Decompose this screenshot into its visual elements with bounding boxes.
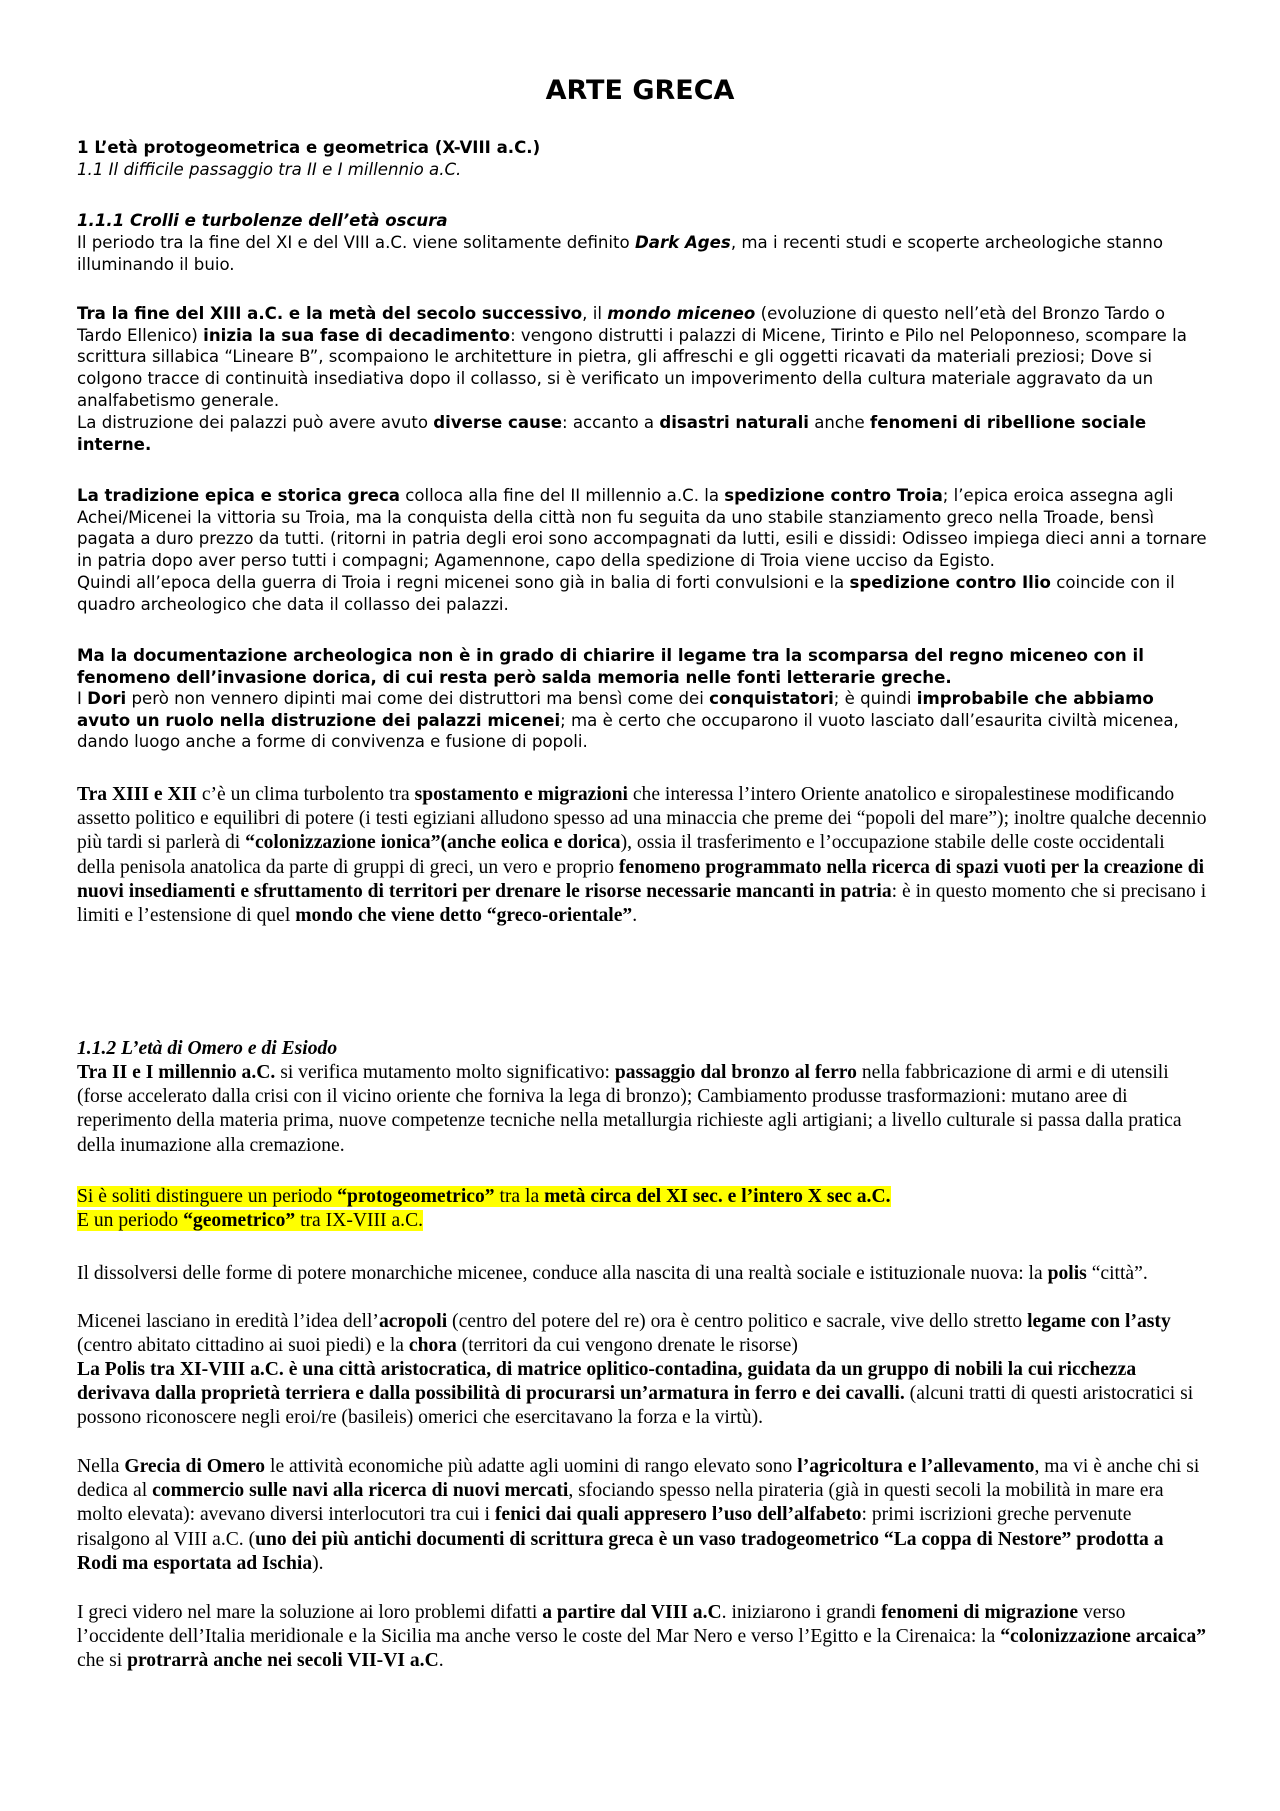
- highlighted-periods: [77, 1185, 1207, 1233]
- paragraph-colonizzazione-arcaica: I greci videro nel mare la soluzione ai loro problemi difatti a partire dal VIII a.C. iniziarono i grandi fenomeni di migrazione verso l’occidente dell’Italia meridionale e la Sicilia ma anche verso le coste del Mar Nero e verso l’Egitto e la Cirenaica: la “colonizzazione arcaica” che si protrarrà anche nei secoli VII-VI a.C.: [77, 1602, 1207, 1672]
- paragraph-migrazioni: Tra XIII e XII c’è un clima turbolento tra spostamento e migrazioni che interessa l’intero Oriente anatolico e siropalestinese modificando assetto politico e equilibri di potere (i testi egiziani alludono spesso ad una minaccia che preme dei “popoli del mare”); inoltre qualche decennio più tardi si parlerà di “colonizzazione ionica”(anche eolica e dorica), ossia il trasferimento e l’occupazione stabile delle coste occidentali della penisola anatolica da parte di gruppi di greci, un vero e proprio fenomeno programmato nella ricerca di spazi vuoti per la creazione di nuovi insediamenti e sfruttamento di territori per drenare le risorse necessarie mancanti in patria: è in questo momento che si precisano i limiti e l’estensione di quel mondo che viene detto “greco-orientale”.: [77, 784, 1207, 927]
- paragraph-acropoli: Micenei lasciano in eredità l’idea dell’acropoli (centro del potere del re) ora è centro politico e sacrale, vive dello stretto legame con l’asty (centro abitato cittadino ai suoi piedi) e la chora (territori da cui vengono drenate le risorse): [77, 1311, 1171, 1357]
- paragraph-polis: Il dissolversi delle forme di potere monarchiche micenee, conduce alla nascita di una realtà sociale e istituzionale nuova: la polis “città”.: [77, 1263, 1148, 1284]
- highlight-protogeometrico: Si è soliti distinguere un periodo “protogeometrico” tra la metà circa del XI sec. e l’intero X sec a.C.: [77, 1186, 891, 1207]
- paragraph-tradizione-epica: La tradizione epica e storica greca colloca alla fine del II millennio a.C. la spedizione contro Troia; l’epica eroica assegna agli Achei/Micenei la vittoria su Troia, ma la conquista della città non fu seguita da uno stabile stanziamento greco nella Troade, bensì pagata a duro prezzo da tutti. (ritorni in patria degli eroi sono accompagnati da lutti, esili e dissidi: Odisseo impiega dieci anni a tornare in patria dopo aver perso tutti i compagni; Agamennone, capo della spedizione di Troia viene ucciso da Egisto.: [77, 486, 1207, 571]
- heading-section-1-1-1: 1.1.1 Crolli e turbolenze dell’età oscura: [77, 211, 448, 230]
- paragraph-dark-ages: Il periodo tra la fine del XI e del VIII a.C. viene solitamente definito Dark Ages, ma i recenti studi e scoperte archeologiche stanno illuminando il buio.: [77, 233, 1163, 274]
- highlight-geometrico: E un periodo “geometrico” tra IX-VIII a.C.: [77, 1210, 424, 1232]
- page-title: ARTE GRECA: [545, 75, 735, 106]
- paragraph-bronzo-ferro: Tra II e I millennio a.C. si verifica mutamento molto significativo: passaggio dal bronzo al ferro nella fabbricazione di armi e di utensili (forse accelerato dalla crisi con il vicino oriente che forniva la lega di bronzo); Cambiamento produsse trasformazioni: mutano aree di reperimento della materia prima, nuove competenze tecniche nella metallurgia richieste agli artigiani; a livello culturale si passa dalla pratica della inumazione alla cremazione.: [77, 1062, 1182, 1156]
- paragraph-mondo-miceneo: Tra la fine del XIII a.C. e la metà del secolo successivo, il mondo miceneo (evoluzione di questo nell’età del Bronzo Tardo o Tardo Ellenico) inizia la sua fase di decadimento: vengono distrutti i palazzi di Micene, Tirinto e Pilo nel Peloponneso, scompare la scrittura sillabica “Lineare B”, scompaiono le architetture in pietra, gli affreschi e gli oggetti ricavati da materiali preziosi; Dove si colgono tracce di continuità insediativa dopo il collasso, si è verificato un impoverimento della cultura materiale aggravato da un analfabetismo generale.: [77, 304, 1187, 410]
- heading-section-1-1-2: 1.1.2 L’età di Omero e di Esiodo: [77, 1038, 338, 1059]
- paragraph-guerra-troia: Quindi all’epoca della guerra di Troia i regni micenei sono già in balia di forti convulsioni e la spedizione contro Ilio coincide con il quadro archeologico che data il collasso dei palazzi.: [77, 573, 1175, 614]
- heading-section-1: 1 L’età protogeometrica e geometrica (X-VIII a.C.): [77, 138, 541, 157]
- paragraph-documentazione-archeologica: Ma la documentazione archeologica non è in grado di chiarire il legame tra la scomparsa del regno miceneo con il fenomeno dell’invasione dorica, di cui resta però salda memoria nelle fonti letterarie greche.: [77, 646, 1144, 687]
- paragraph-dori: I Dori però non vennero dipinti mai come dei distruttori ma bensì come dei conquistatori; è quindi improbabile che abbiamo avuto un ruolo nella distruzione dei palazzi micenei; ma è certo che occuparono il vuoto lasciato dall’esaurita civiltà micenea, dando luogo anche a forme di convivenza e fusione di popoli.: [77, 689, 1179, 752]
- paragraph-grecia-omero: Nella Grecia di Omero le attività economiche più adatte agli uomini di rango elevato sono l’agricoltura e l’allevamento, ma vi è anche chi si dedica al commercio sulle navi alla ricerca di nuovi mercati, sfociando spesso nella pirateria (già in questi secoli la mobilità in mare era molto elevata): avevano diversi interlocutori tra cui i fenici dai quali appresero l’uso dell’alfabeto: primi iscrizioni greche pervenute risalgono al VIII a.C. (uno dei più antichi documenti di scrittura greca è un vaso tradogeometrico “La coppa di Nestore” prodotta a Rodi ma esportata ad Ischia).: [77, 1456, 1200, 1574]
- paragraph-polis-aristocratica: La Polis tra XI-VIII a.C. è una città aristocratica, di matrice oplitico-contadina, guidata da un gruppo di nobili la cui ricchezza derivava dalla proprietà terriera e dalla possibilità di procurarsi un’armatura in ferro e dei cavalli. (alcuni tratti di questi aristocratici si possono riconoscere negli eroi/re (basileis) omerici che esercitavano la forza e la virtù).: [77, 1359, 1194, 1429]
- paragraph-distruzione-palazzi: La distruzione dei palazzi può avere avuto diverse cause: accanto a disastri naturali anche fenomeni di ribellione sociale interne.: [77, 413, 1147, 454]
- heading-section-1-1: 1.1 Il difficile passaggio tra II e I millennio a.C.: [77, 160, 462, 179]
